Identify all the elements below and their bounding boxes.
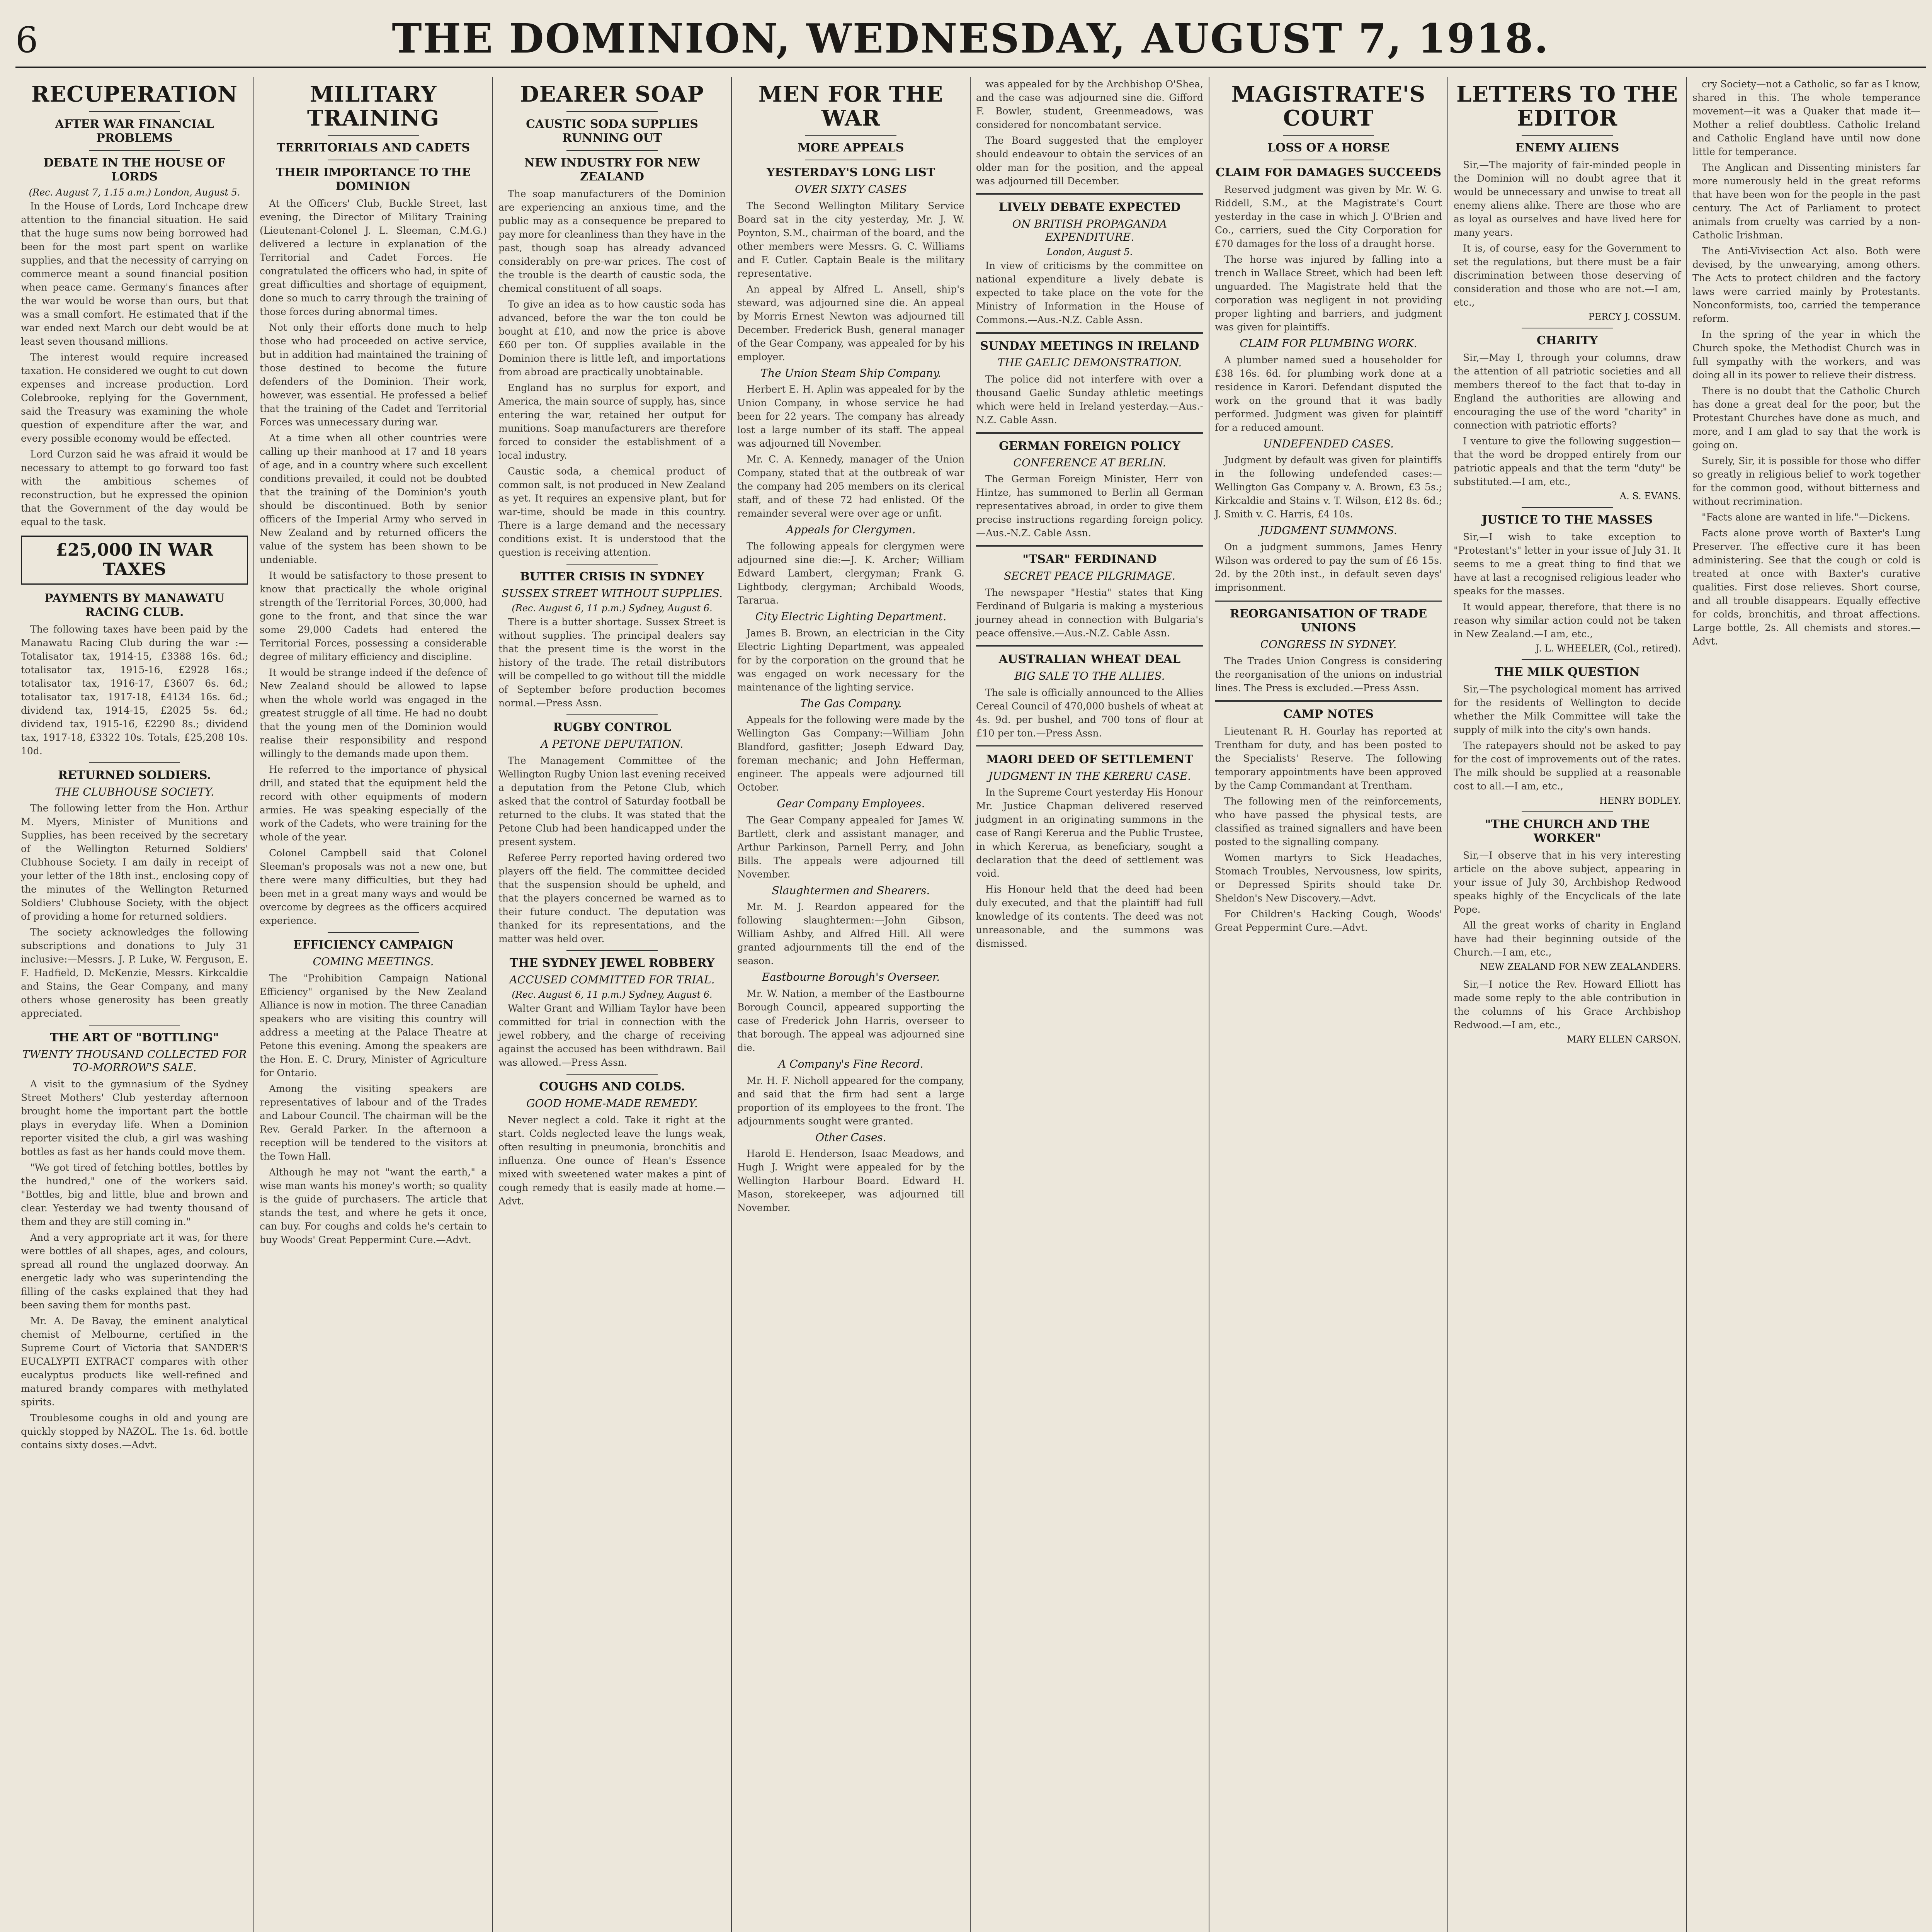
- subheading: Gear Company Employees.: [777, 797, 925, 810]
- subheading: GOOD HOME-MADE REMEDY.: [526, 1097, 698, 1110]
- body-text: In view of criticisms by the committee on national expenditure a lively debate is expected to take place on the vote for the Ministry of Information in the House of Commons.—Aus.-N.Z. Cable Assn.: [976, 260, 1203, 326]
- subheading: The Gas Company.: [800, 697, 902, 710]
- page-number: 6: [15, 19, 38, 61]
- subheading: JUDGMENT IN THE KERERU CASE.: [988, 769, 1191, 782]
- subheading: Slaughtermen and Shearers.: [772, 884, 930, 897]
- body-text: At a time when all other countries were calling up their manhood at 17 and 18 years of age, and in a country where such excellent conditions prevailed, it could not be doubted that the training of the Dominion's youth should be discontinued. Both by senior officers of the Imperial Army who served in New Zealand and by returned officers the value of the system has been shown to be undeniable.: [260, 432, 487, 566]
- subheading: Other Cases.: [815, 1131, 886, 1144]
- subheading: REORGANISATION OF TRADE UNIONS: [1230, 607, 1427, 634]
- body-text: And a very appropriate art it was, for there were bottles of all shapes, ages, and colours, spread all round the unglazed doorway. An energetic lady who was superintending the filling of the casks explained that they had been saving them for months past.: [21, 1231, 248, 1311]
- subheading: RUGBY CONTROL: [553, 721, 671, 735]
- body-text: In the House of Lords, Lord Inchcape drew attention to the financial situation. He said that the huge sums now being borrowed had been for the most part spent on warlike supplies, and that the necessity of carrying on commerce meant a sound financial position when peace came. Germany's finances after the war would be worse than ours, but that was a small comfort. He estimated that if the war ended next March our debt would be at least seven thousand millions.: [21, 200, 248, 347]
- body-text: His Honour held that the deed had been duly executed, and that the plaintiff had full knowledge of its contents. The deed was not unreasonable, and the summons was dismissed.: [976, 884, 1203, 949]
- body-text: All the great works of charity in England have had their beginning outside of the Church.—I am, etc.,: [1454, 920, 1681, 958]
- body-text: James B. Brown, an electrician in the City Electric Lighting Department, was appealed for by the corporation on the ground that he was engaged on work necessary for the maintenance of the lighting service.: [737, 627, 964, 693]
- body-text: The Management Committee of the Wellington Rugby Union last evening received a deputation from the Petone Club, which asked that the control of Saturday football be returned to the clubs. It was stated that the Petone Club had been handicapped under the present system.: [498, 755, 726, 847]
- subheading: CAMP NOTES: [1283, 707, 1374, 721]
- subheading: JUSTICE TO THE MASSES: [1481, 513, 1653, 527]
- body-text: was appealed for by the Archbishop O'Shea, and the case was adjourned sine die. Gifford F. Bowler, student, Greenmeadows, was considered for noncombatant service.: [976, 78, 1203, 130]
- body-text: The Gear Company appealed for James W. Bartlett, clerk and assistant manager, and Arthur Parkinson, Parnell Perry, and John Bills. The appeals were adjourned till November.: [737, 814, 964, 880]
- subheading: Eastbourne Borough's Overseer.: [762, 971, 940, 984]
- body-text: The Anti-Vivisection Act also. Both were devised, by the unwearying, among others. The Acts to protect children and the factory laws were carried mainly by Protestants. Nonconformists, too, carried the temperance reform.: [1692, 245, 1920, 324]
- subheading: ACCUSED COMMITTED FOR TRIAL.: [509, 973, 715, 986]
- body-text: Surely, Sir, it is possible for those who differ so greatly in religious belief to work together for the common good, without bitterness and without recrimination.: [1692, 455, 1920, 507]
- body-text: The Second Wellington Military Service Board sat in the city yesterday, Mr. J. W. Poynton, S.M., chairman of the board, and the other members were Messrs. G. C. Williams and F. Cutler. Captain Beale is the military representative.: [737, 200, 964, 279]
- subheading: LOSS OF A HORSE: [1267, 141, 1389, 155]
- body-text: "Facts alone are wanted in life."—Dickens.: [1702, 512, 1910, 523]
- subheading: Appeals for Clergymen.: [786, 523, 916, 536]
- headline: DEARER SOAP: [520, 82, 704, 107]
- body-text: An appeal by Alfred L. Ansell, ship's steward, was adjourned sine die. An appeal by Morris Ernest Newton was adjourned till December. Frederick Bush, general manager of the Gear Company, was appealed for by his employer.: [737, 283, 964, 362]
- body-text: Among the visiting speakers are representatives of labour and of the Trades and Labour Council. The chairman will be the Rev. Gerald Parker. In the afternoon a reception will be tendered to the visitors at the Town Hall.: [260, 1083, 487, 1162]
- headline: MILITARY TRAINING: [307, 82, 440, 131]
- body-text: Mr. W. Nation, a member of the Eastbourne Borough Council, appeared supporting the case of Frederick John Harris, overseer to that borough. The appeal was adjourned sine die.: [737, 988, 964, 1053]
- body-text: In the Supreme Court yesterday His Honour Mr. Justice Chapman delivered reserved judgment in an originating summons in the case of Rangi Kererua and the Public Trustee, in which Kererua, as beneficiary, sought a declaration that the deed of settlement was void.: [976, 787, 1203, 879]
- letter-signature: NEW ZEALAND FOR NEW ZEALANDERS.: [1480, 961, 1681, 973]
- subheading: £25,000 IN WAR TAXES: [56, 540, 213, 580]
- body-text: In the spring of the year in which the Church spoke, the Methodist Church was in full sympathy with the workers, and was doing all in its power to relieve their distress.: [1692, 329, 1920, 381]
- body-text: Sir,—The majority of fair-minded people in the Dominion will no doubt agree that it would be unnecessary and unwise to treat all enemy aliens alike. There are those who are as loyal as ourselves and have lived here for many years.: [1454, 159, 1681, 238]
- body-text: The following men of the reinforcements, who have passed the physical tests, are classified as trained signallers and have been posted to the signalling company.: [1215, 795, 1442, 847]
- subheading: THE ART OF "BOTTLING": [50, 1031, 219, 1045]
- letter-signature: J. L. WHEELER, (Col., retired).: [1536, 643, 1681, 654]
- masthead: [15, 8, 1926, 68]
- body-text: Mr. A. De Bavay, the eminent analytical chemist of Melbourne, certified in the Supreme Court of Victoria that SANDER'S EUCALYPTI EXTRACT compares with other eucalyptus products like well-refined and matured brandy compares with methylated spirits.: [21, 1315, 248, 1408]
- body-text: I venture to give the following suggestion—that the word be dropped entirely from our patriotic appeals and that the term "duty" be substituted.—I am, etc.,: [1454, 435, 1681, 488]
- body-text: Mr. H. F. Nicholl appeared for the company, and said that the firm had sent a large proportion of its employees to the front. The adjournments sought were granted.: [737, 1075, 964, 1127]
- headline: MAGISTRATE'S COURT: [1231, 82, 1426, 131]
- subheading: RETURNED SOLDIERS.: [58, 768, 211, 782]
- body-text: The Trades Union Congress is considering the reorganisation of the unions on industrial lines. The Press is excluded.—Press Assn.: [1215, 655, 1442, 694]
- body-text: A plumber named sued a householder for £38 16s. 6d. for plumbing work done at a residence in Karori. Defendant disputed the work on the ground that it was badly performed. Judgment was given for plaintiff for a reduced amount.: [1215, 354, 1442, 433]
- body-text: There is a butter shortage. Sussex Street is without supplies. The principal dealers say that the present time is the worst in the history of the trade. The retail distributors will be compelled to go without till the middle of September before production becomes normal.—Press Assn.: [498, 616, 726, 709]
- letter-signature: HENRY BODLEY.: [1599, 795, 1681, 806]
- body-text: The horse was injured by falling into a trench in Wallace Street, which had been left unguarded. The Magistrate held that the corporation was negligent in not providing proper lighting and barriers, and judgment was given for plaintiffs.: [1215, 254, 1442, 333]
- body-text: There is no doubt that the Catholic Church has done a great deal for the poor, but the Protestant Churches have done as much, and more, and I am glad to say that the work is going on.: [1692, 385, 1920, 451]
- subheading: BUTTER CRISIS IN SYDNEY: [520, 570, 704, 583]
- subheading: BIG SALE TO THE ALLIES.: [1014, 669, 1165, 682]
- body-text: Sir,—I observe that in his very interesting article on the above subject, appearing in your issue of July 30, Archbishop Redwood speaks highly of the Encyclicals of the late Pope.: [1454, 850, 1681, 915]
- subheading: MAORI DEED OF SETTLEMENT: [986, 752, 1193, 766]
- subheading: YESTERDAY'S LONG LIST: [766, 166, 935, 180]
- subheading: CLAIM FOR DAMAGES SUCCEEDS: [1215, 166, 1442, 180]
- subheading: CHARITY: [1536, 334, 1598, 348]
- subheading: THE SYDNEY JEWEL ROBBERY: [509, 956, 715, 970]
- subheading: UNDEFENDED CASES.: [1263, 437, 1394, 450]
- body-text: Lord Curzon said he was afraid it would be necessary to attempt to go forward too fast with the ambitious schemes of reconstruction, but he expressed the opinion that the Government of the day would be equal to the task.: [21, 448, 248, 527]
- body-text: The "Prohibition Campaign National Efficiency" organised by the New Zealand Alliance is now in motion. The three Canadian speakers who are visiting this country will address a meeting at the Palace Theatre at Petone this evening. Among the speakers are the Hon. E. C. Drury, Minister of Agriculture for Ontario.: [260, 972, 487, 1078]
- body-text: Colonel Campbell said that Colonel Sleeman's proposals was not a new one, but there were many difficulties, but they had been met in a great many ways and would be overcome by degrees as the officers acquired experience.: [260, 847, 487, 927]
- body-text: It would be strange indeed if the defence of New Zealand should be allowed to lapse when the whole world was engaged in the greatest struggle of all time. He had no doubt that the young men of the Dominion would realise their responsibility and respond willingly to the demands made upon them.: [260, 667, 487, 760]
- subheading: COMING MEETINGS.: [313, 955, 434, 968]
- subheading: City Electric Lighting Department.: [755, 610, 947, 623]
- body-text: Caustic soda, a chemical product of common salt, is not produced in New Zealand as yet. It requires an expensive plant, but for war-time, should be made in this country. There is a large demand and the necessary conditions exist. It is understood that the question is receiving attention.: [498, 465, 726, 558]
- subheading: CONFERENCE AT BERLIN.: [1013, 456, 1166, 469]
- subheading: TERRITORIALS AND CADETS: [276, 141, 470, 155]
- letter-signature: MARY ELLEN CARSON.: [1566, 1034, 1681, 1045]
- subheading: THE CLUBHOUSE SOCIETY.: [54, 785, 214, 798]
- body-text: Harold E. Henderson, Isaac Meadows, and Hugh J. Wright were appealed for by the Wellington Harbour Board. Edward H. Mason, storekeeper, was adjourned till November.: [737, 1148, 964, 1214]
- body-text: The Anglican and Dissenting ministers far more numerously held in the great reforms that have been won for the people in the past century. The Act of Parliament to protect animals from cruelty was carried by a non-Catholic Irishman.: [1692, 162, 1920, 241]
- body-text: Sir,—May I, through your columns, draw the attention of all patriotic societies and all members thereof to the fact that to-day in England the authorities are allowing and encouraging the use of the word "charity" in connection with patriotic efforts?: [1454, 352, 1681, 431]
- body-text: The following taxes have been paid by the Manawatu Racing Club during the war :—Totalisator tax, 1914-15, £3388 16s. 6d.; totalisator tax, 1915-16, £2928 16s.; totalisator tax, 1916-17, £3607 6s. 6d.; totalisator tax, 1917-18, £4134 16s. 6d.; dividend tax, 1914-15, £2025 5s. 6d.; dividend tax, 1915-16, £2290 8s.; dividend tax, 1917-18, £3322 10s. Totals, £25,208 10s. 10d.: [21, 623, 248, 757]
- body-text: Reserved judgment was given by Mr. W. G. Riddell, S.M., at the Magistrate's Court yesterday in the case in which J. O'Brien and Co., carriers, sued the City Corporation for £70 damages for the loss of a draught horse.: [1215, 184, 1442, 250]
- body-text: Herbert E. H. Aplin was appealed for by the Union Company, in whose service he had been for 22 years. The company has already lost a large number of its staff. The appeal was adjourned till November.: [737, 384, 964, 449]
- body-text: The police did not interfere with over a thousand Gaelic Sunday athletic meetings which were held in Ireland yesterday.—Aus.-N.Z. Cable Assn.: [976, 373, 1203, 425]
- column-6: [1209, 77, 1448, 1932]
- subheading: LIVELY DEBATE EXPECTED: [998, 201, 1181, 214]
- column-4: [732, 77, 971, 1932]
- body-text: Although he may not "want the earth," a wise man wants his money's worth; so quality is the guide of purchasers. The article that stands the test, and where he gets it once, can buy. For coughs and colds he's certain to buy Woods' Great Peppermint Cure.—Advt.: [260, 1166, 487, 1245]
- body-text: The German Foreign Minister, Herr von Hintze, has summoned to Berlin all German representatives abroad, in order to give them precise instructions regarding foreign policy.—Aus.-N.Z. Cable Assn.: [976, 473, 1203, 539]
- body-text: The sale is officially announced to the Allies Cereal Council of 470,000 bushels of wheat at 4s. 9d. per bushel, and 700 tons of flour at £10 per ton.—Press Assn.: [976, 687, 1203, 739]
- subheading: "TSAR" FERDINAND: [1022, 553, 1157, 566]
- headline: RECUPERATION: [31, 82, 238, 107]
- subheading: SUNDAY MEETINGS IN IRELAND: [980, 339, 1199, 353]
- body-text: The Board suggested that the employer should endeavour to obtain the services of an older man for the position, and the appeal was adjourned till December.: [976, 135, 1203, 187]
- body-text: Never neglect a cold. Take it right at the start. Colds neglected leave the lungs weak, often resulting in pneumonia, bronchitis and influenza. One ounce of Hean's Essence mixed with sweetened water makes a pint of cough remedy that is easily made at home.—Advt.: [498, 1114, 726, 1207]
- body-text: For Children's Hacking Cough, Woods' Great Peppermint Cure.—Advt.: [1215, 908, 1442, 933]
- subheading: THE MILK QUESTION: [1495, 665, 1640, 679]
- subheading: TWENTY THOUSAND COLLECTED FOR TO-MORROW'S SALE.: [22, 1048, 247, 1074]
- body-text: He referred to the importance of physical drill, and stated that the equipment held the record with other equipments of modern armies. He was speaking especially of the work of the Cadets, who were training for the whole of the year.: [260, 764, 487, 843]
- subheading: "THE CHURCH AND THE WORKER": [1485, 818, 1650, 845]
- body-text: Walter Grant and William Taylor have been committed for trial in connection with the jewel robbery, and the charge of receiving against the accused has been withdrawn. Bail was allowed.—Press Assn.: [498, 1003, 726, 1068]
- letter-signature: PERCY J. COSSUM.: [1588, 311, 1681, 323]
- subheading: MORE APPEALS: [798, 141, 904, 155]
- body-text: "We got tired of fetching bottles, bottles by the hundred," one of the workers said. "Bottles, big and little, blue and brown and clear. Yesterday we had twenty thousand of them and they are still coming in.": [21, 1162, 248, 1227]
- letter-signature: A. S. EVANS.: [1619, 491, 1681, 502]
- subheading: A Company's Fine Record.: [778, 1057, 923, 1070]
- subheading: CLAIM FOR PLUMBING WORK.: [1240, 337, 1417, 350]
- body-text: England has no surplus for export, and America, the main source of supply, has, since entering the war, retained her output for munitions. Soap manufacturers are therefore forced to consider the establishment of a local industry.: [498, 382, 726, 461]
- subheading: ENEMY ALIENS: [1515, 141, 1619, 155]
- column-2: [254, 77, 493, 1932]
- body-text: The following letter from the Hon. Arthur M. Myers, Minister of Munitions and Supplies, has been received by the secretary of the Wellington Returned Soldiers' Clubhouse Society. I am daily in receipt of your letter of the 18th inst., enclosing copy of the minutes of the Wellington Returned Soldiers' Clubhouse Society, with the object of providing a home for returned soldiers.: [21, 803, 248, 922]
- dateline: (Rec. August 7, 1.15 a.m.) London, August 5.: [29, 187, 240, 198]
- body-text: cry Society—not a Catholic, so far as I know, shared in this. The whole temperance movement—it was a Quaker that made it—Mother a relief doubtless. Catholic Ireland and Catholic England have until now done little for temperance.: [1692, 78, 1920, 157]
- body-text: The soap manufacturers of the Dominion are experiencing an anxious time, and the public may as a consequence be prepared to pay more for cleanliness than they have in the past, though soap has already advanced considerably on pre-war prices. The cost of the trouble is the dearth of caustic soda, the chemical constituent of all soaps.: [498, 188, 726, 294]
- body-text: Troublesome coughs in old and young are quickly stopped by NAZOL. The 1s. 6d. bottle contains sixty doses.—Advt.: [21, 1412, 248, 1451]
- headline: MEN FOR THE WAR: [758, 82, 944, 131]
- subheading: GERMAN FOREIGN POLICY: [999, 439, 1180, 453]
- subheading: THEIR IMPORTANCE TO THE DOMINION: [276, 166, 471, 194]
- subheading: COUGHS AND COLDS.: [539, 1080, 685, 1094]
- body-text: Sir,—I notice the Rev. Howard Elliott has made some reply to the able contribution in the columns of his Grace Archbishop Redwood.—I am, etc.,: [1454, 979, 1681, 1031]
- page-columns: [15, 77, 1926, 1932]
- body-text: Lieutenant R. H. Gourlay has reported at Trentham for duty, and has been posted to the Specialists' Reserve. The following temporary appointments have been approved by the Camp Commandant at Trentham.: [1215, 725, 1442, 791]
- body-text: Sir,—The psychological moment has arrived for the residents of Wellington to decide whether the Milk Committee will take the supply of milk into the city's own hands.: [1454, 684, 1681, 736]
- body-text: To give an idea as to how caustic soda has advanced, before the war the ton could be bought at £10, and now the price is above £60 per ton. Of supplies available in the Dominion there is little left, and importations from abroad are practically unobtainable.: [498, 298, 726, 378]
- body-text: At the Officers' Club, Buckle Street, last evening, the Director of Military Training (Lieutenant-Colonel J. L. Sleeman, C.M.G.) delivered a lecture in explanation of the Territorial and Cadet Forces. He congratulated the officers who had, in spite of great difficulties and shortage of equipment, done so much to carry through the training of those forces during abnormal times.: [260, 198, 487, 318]
- subheading: SECRET PEACE PILGRIMAGE.: [1003, 570, 1175, 583]
- subheading: CAUSTIC SODA SUPPLIES RUNNING OUT: [526, 117, 698, 145]
- subheading: PAYMENTS BY MANAWATU RACING CLUB.: [44, 591, 224, 619]
- subheading: AUSTRALIAN WHEAT DEAL: [998, 652, 1181, 666]
- body-text: It would appear, therefore, that there is no reason why similar action could not be taken in New Zealand.—I am, etc.,: [1454, 601, 1681, 640]
- body-text: Judgment by default was given for plaintiffs in the following undefended cases:—Wellington Gas Company v. A. Brown, £3 5s.; Kirkcaldie and Stains v. T. Wilson, £12 8s. 6d.; J. Smith v. C. Harris, £4 10s.: [1215, 454, 1442, 520]
- column-5: [971, 77, 1209, 1932]
- body-text: Appeals for the following were made by the Wellington Gas Company:—William John Blandford, gasfitter; Joseph Edward Day, foreman mechanic; and John Hefferman, engineer. The appeals were adjourned till October.: [737, 714, 964, 793]
- body-text: It is, of course, easy for the Government to set the regulations, but there must be a fair discrimination between those deserving of consideration and those who are not.—I am, etc.,: [1454, 243, 1681, 308]
- subheading: DEBATE IN THE HOUSE OF LORDS: [43, 156, 226, 184]
- body-text: The interest would require increased taxation. He considered we ought to cut down expenses and increase production. Lord Colebrooke, replying for the Government, said the Treasury was examining the whole question of expenditure after the war, and every possible economy would be effected.: [21, 351, 248, 444]
- column-1: [15, 77, 254, 1932]
- body-text: The following appeals for clergymen were adjourned sine die:—J. K. Archer; William Edward Lambert, clergyman; Frank G. Lightbody, clergyman; Archibald Woods, Tararua.: [737, 540, 964, 606]
- body-text: Sir,—I wish to take exception to "Protestant's" letter in your issue of July 31. It seems to me a great thing to find that we have at last a recognised religious leader who speaks for the masses.: [1454, 531, 1681, 597]
- column-8: [1687, 77, 1926, 1932]
- body-text: Women martyrs to Sick Headaches, Stomach Troubles, Nervousness, low spirits, or Depressed Spirits should take Dr. Sheldon's New Discovery.—Advt.: [1215, 852, 1442, 904]
- subheading: THE GAELIC DEMONSTRATION.: [997, 356, 1182, 369]
- subheading: ON BRITISH PROPAGANDA EXPENDITURE.: [1012, 218, 1167, 243]
- body-text: Mr. M. J. Reardon appeared for the following slaughtermen:—John Gibson, William Ashby, and Alfred Hill. All were granted adjournments till the end of the season.: [737, 901, 964, 967]
- body-text: Mr. C. A. Kennedy, manager of the Union Company, stated that at the outbreak of war the company had 205 members on its clerical staff, and of these 72 had enlisted. Of the remainder several were over age or unfit.: [737, 454, 964, 519]
- dateline: (Rec. August 6, 11 p.m.) Sydney, August 6.: [512, 603, 713, 614]
- subheading: CONGRESS IN SYDNEY.: [1260, 638, 1397, 651]
- body-text: A visit to the gymnasium of the Sydney Street Mothers' Club yesterday afternoon brought home the important part the bottle plays in everyday life. When a Dominion reporter visited the club, a girl was washing bottles as fast as her hands could move them.: [21, 1078, 248, 1157]
- body-text: It would be satisfactory to those present to know that practically the whole original strength of the Territorial Forces, 30,000, had gone to the front, and that since the war some 29,000 Cadets had entered the Territorial Forces, possessing a considerable degree of military efficiency and discipline.: [260, 570, 487, 663]
- body-text: Facts alone prove worth of Baxter's Lung Preserver. The effective cure it has been administering. See that the cough or cold is treated at once with Baxter's curative qualities. First dose relieves. Short course, and all trouble disappears. Equally effective for colds, bronchitis, and throat affections. Large bottle, 2s. All chemists and stores.—Advt.: [1692, 527, 1920, 647]
- subheading: OVER SIXTY CASES: [795, 183, 907, 196]
- subheading: AFTER WAR FINANCIAL PROBLEMS: [55, 117, 214, 145]
- body-text: The ratepayers should not be asked to pay for the cost of improvements out of the rates. The milk should be supplied at a reasonable cost to all.—I am, etc.,: [1454, 740, 1681, 792]
- subheading: SUSSEX STREET WITHOUT SUPPLIES.: [501, 587, 723, 600]
- column-3: [493, 77, 732, 1932]
- newspaper-title: THE DOMINION, WEDNESDAY, AUGUST 7, 1918.: [392, 15, 1549, 62]
- headline: LETTERS TO THE EDITOR: [1456, 82, 1678, 131]
- body-text: On a judgment summons, James Henry Wilson was ordered to pay the sum of £6 15s. 2d. by the 20th inst., in default seven days' imprisonment.: [1215, 541, 1442, 593]
- subheading: JUDGMENT SUMMONS.: [1260, 524, 1397, 537]
- subheading: NEW INDUSTRY FOR NEW ZEALAND: [524, 156, 700, 184]
- subheading: A PETONE DEPUTATION.: [541, 738, 684, 751]
- dateline: (Rec. August 6, 11 p.m.) Sydney, August 6.: [512, 989, 713, 1000]
- body-text: Not only their efforts done much to help those who had proceeded on active service, but in addition had maintained the training of those destined to become the future defenders of the Dominion. Their work, however, was essential. He professed a belief that the training of the Cadet and Territorial Forces was unnecessary during war.: [260, 322, 487, 428]
- subheading: EFFICIENCY CAMPAIGN: [293, 938, 454, 952]
- body-text: Referee Perry reported having ordered two players off the field. The committee decided that the suspension should be upheld, and that the players concerned be warned as to their future conduct. The deputation was thanked for its representations, and the matter was held over.: [498, 852, 726, 944]
- column-7: [1448, 77, 1687, 1932]
- dateline: London, August 5.: [1046, 247, 1133, 258]
- subheading: The Union Steam Ship Company.: [760, 366, 941, 379]
- body-text: The newspaper "Hestia" states that King Ferdinand of Bulgaria is making a mysterious journey ahead in connection with Bulgaria's peace offensive.—Aus.-N.Z. Cable Assn.: [976, 587, 1203, 639]
- body-text: The society acknowledges the following subscriptions and donations to July 31 inclusive:—Messrs. J. P. Luke, W. Ferguson, E. F. Hadfield, D. McKenzie, Messrs. Kirkcaldie and Stains, the Gear Company, and many others whose generosity has been greatly appreciated.: [21, 927, 248, 1019]
